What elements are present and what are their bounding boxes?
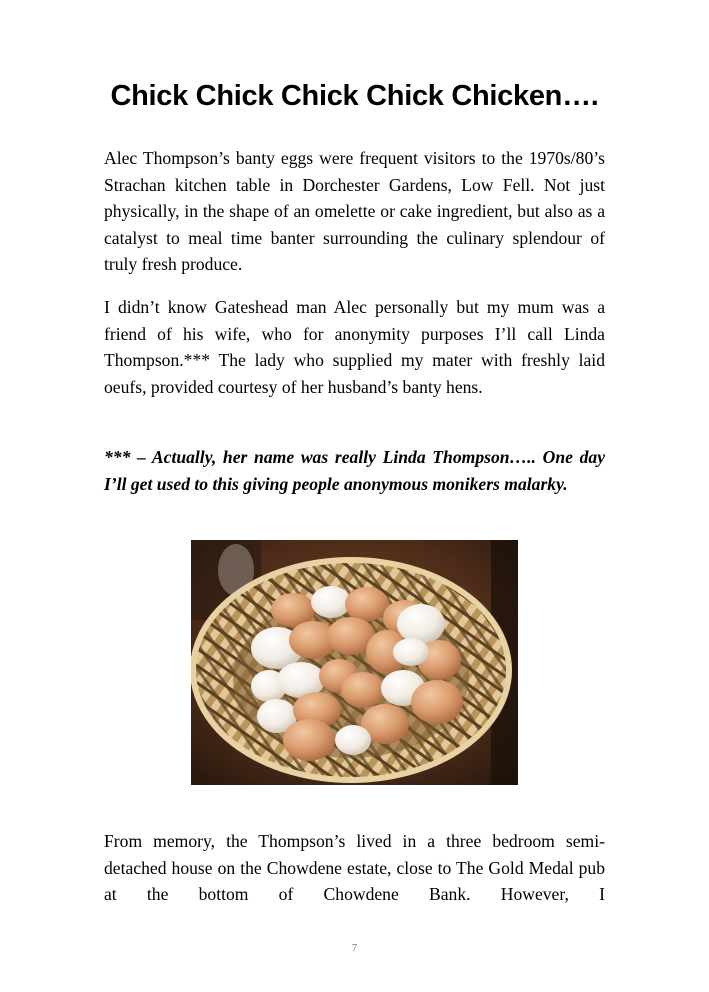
paragraph-footnote: *** – Actually, her name was really Linda Thompson….. One day I’ll get used to this giving people anonymous monikers malarky. xyxy=(104,447,605,494)
eggs-basket-photo xyxy=(191,540,518,785)
page-number: 7 xyxy=(351,942,358,954)
paragraph-intro: Alec Thompson’s banty eggs were frequent visitors to the 1970s/80’s Strachan kitchen table in Dorchester Gardens, Low Fell. Not just physically, in the shape of an omelette or cake ingredient, but also as a catalyst to meal time banter surrounding the culinary splendour of truly fresh produce. xyxy=(104,148,605,275)
paragraph-chowdene: From memory, the Thompson’s lived in a three bedroom semi-detached house on the Chowdene estate, close to The Gold Medal pub at the bottom of Chowdene Bank. However, I xyxy=(104,831,605,905)
paragraph-linda: I didn’t know Gateshead man Alec personally but my mum was a friend of his wife, who for anonymity purposes I’ll call Linda Thompson.*** The lady who supplied my mater with freshly laid oeufs, provided courtesy of her husband’s banty hens. xyxy=(104,297,605,397)
page-title: Chick Chick Chick Chick Chicken…. xyxy=(110,80,599,112)
